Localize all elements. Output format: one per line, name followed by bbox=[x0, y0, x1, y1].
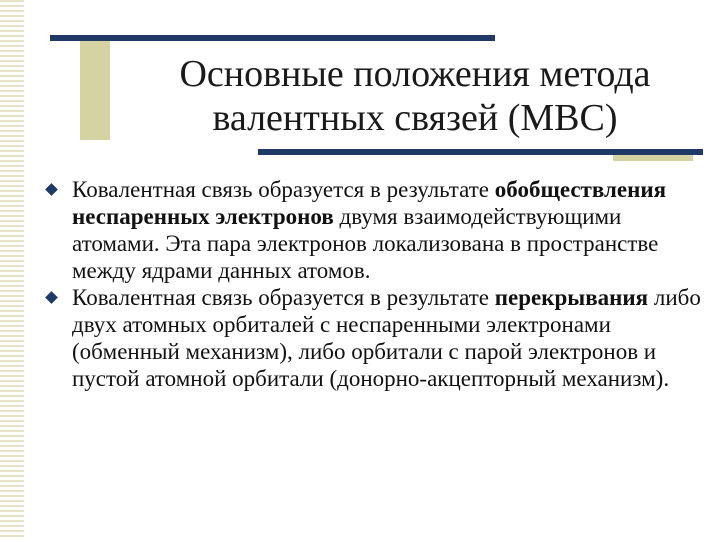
left-stripes-decoration bbox=[0, 0, 24, 540]
title-line-1: Основные положения метода bbox=[179, 53, 651, 95]
bullet-1-text: Ковалентная связь образуется в результате bbox=[72, 177, 495, 202]
title-top-bar bbox=[50, 35, 495, 41]
diamond-bullet-icon bbox=[45, 183, 58, 196]
title-accent-block bbox=[80, 37, 110, 140]
diamond-bullet-icon bbox=[45, 291, 58, 304]
slide-title bbox=[120, 52, 710, 140]
bullet-2-bold-text: перекрывания bbox=[494, 285, 649, 310]
bullet-2-text-cont: либо двух атомных орбиталей с неспаренными электронами (обменный механизм), либо орбитали с парой электронов и пустой атомной орбитали (донорно-акцепторный механизм). bbox=[72, 285, 701, 391]
title-bottom-bar bbox=[258, 149, 703, 155]
title-line-2: валентных связей (МВС) bbox=[212, 97, 618, 139]
bullet-1-text-cont: двумя взаимодействующими атомами. Эта пара электронов локализована в пространстве между ядрами данных атомов. bbox=[72, 204, 659, 283]
bullet-2-text: Ковалентная связь образуется в результате bbox=[72, 285, 495, 310]
bullet-item-2 bbox=[38, 284, 710, 392]
bullet-item-1 bbox=[38, 176, 710, 284]
slide-body bbox=[38, 176, 710, 392]
bullet-1-bold-text: обобществления неспаренных электронов bbox=[72, 177, 667, 229]
